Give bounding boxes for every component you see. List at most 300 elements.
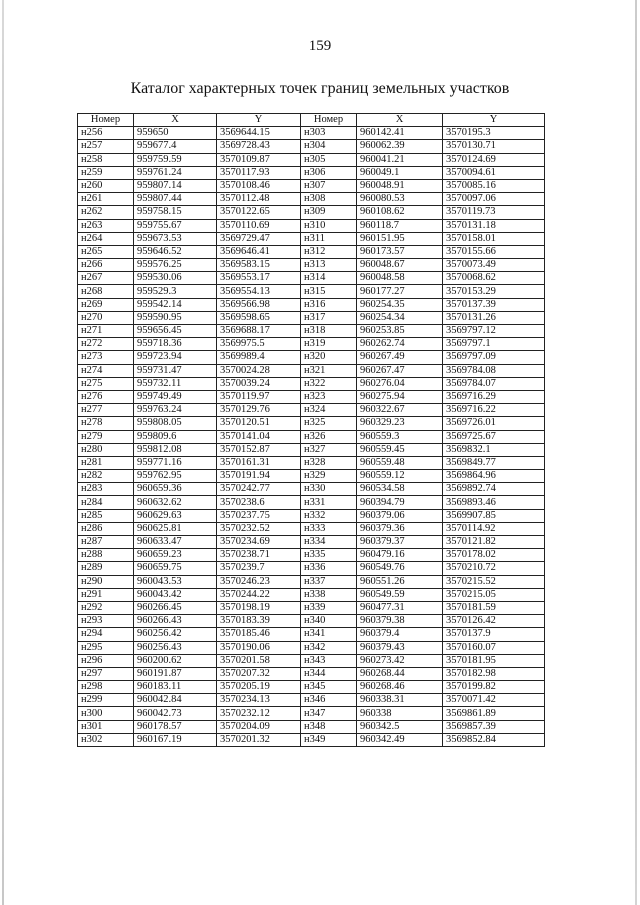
table-row <box>78 417 545 430</box>
y-coordinate-cell: 3569797.09 <box>443 351 545 364</box>
y-coordinate-cell: 3569553.17 <box>217 272 301 285</box>
y-coordinate-cell: 3570199.82 <box>443 681 545 694</box>
y-coordinate-cell: 3569907.85 <box>443 509 545 522</box>
point-number-cell: н288 <box>78 549 134 562</box>
x-coordinate-cell: 959576.25 <box>134 259 217 272</box>
point-number-cell: н259 <box>78 166 134 179</box>
y-coordinate-cell: 3569975.5 <box>217 338 301 351</box>
point-number-cell: н277 <box>78 404 134 417</box>
x-coordinate-cell: 960379.43 <box>357 641 443 654</box>
table-row <box>78 483 545 496</box>
x-coordinate-cell: 960559.45 <box>357 443 443 456</box>
point-number-cell: н334 <box>301 536 357 549</box>
table-row <box>78 496 545 509</box>
table-row <box>78 232 545 245</box>
y-coordinate-cell: 3570155.66 <box>443 245 545 258</box>
point-number-cell: н329 <box>301 470 357 483</box>
x-coordinate-cell: 960183.11 <box>134 681 217 694</box>
x-coordinate-cell: 959762.95 <box>134 470 217 483</box>
x-coordinate-cell: 960629.63 <box>134 509 217 522</box>
table-row <box>78 562 545 575</box>
y-coordinate-cell: 3570195.3 <box>443 127 545 140</box>
x-coordinate-cell: 959749.49 <box>134 390 217 403</box>
scan-edge-left <box>2 0 4 905</box>
y-coordinate-cell: 3570185.46 <box>217 628 301 641</box>
table-row <box>78 377 545 390</box>
x-coordinate-cell: 960041.21 <box>357 153 443 166</box>
point-number-cell: н347 <box>301 707 357 720</box>
x-coordinate-cell: 960267.47 <box>357 364 443 377</box>
y-coordinate-cell: 3569861.89 <box>443 707 545 720</box>
y-coordinate-cell: 3570137.9 <box>443 628 545 641</box>
point-number-cell: н260 <box>78 179 134 192</box>
point-number-cell: н343 <box>301 654 357 667</box>
y-coordinate-cell: 3569644.15 <box>217 127 301 140</box>
x-coordinate-cell: 959656.45 <box>134 325 217 338</box>
table-row <box>78 140 545 153</box>
point-number-cell: н344 <box>301 667 357 680</box>
point-number-cell: н257 <box>78 140 134 153</box>
table-row <box>78 733 545 746</box>
x-coordinate-cell: 960551.26 <box>357 575 443 588</box>
y-coordinate-cell: 3570201.58 <box>217 654 301 667</box>
x-coordinate-cell: 960379.06 <box>357 509 443 522</box>
table-row <box>78 298 545 311</box>
y-coordinate-cell: 3569725.67 <box>443 430 545 443</box>
y-coordinate-cell: 3570239.7 <box>217 562 301 575</box>
y-coordinate-cell: 3569583.15 <box>217 259 301 272</box>
x-coordinate-cell: 960062.39 <box>357 140 443 153</box>
x-coordinate-cell: 960262.74 <box>357 338 443 351</box>
table-row <box>78 575 545 588</box>
x-coordinate-cell: 959732.11 <box>134 377 217 390</box>
x-coordinate-cell: 960142.41 <box>357 127 443 140</box>
point-number-cell: н295 <box>78 641 134 654</box>
table-row <box>78 681 545 694</box>
point-number-cell: н287 <box>78 536 134 549</box>
table-row <box>78 272 545 285</box>
x-coordinate-cell: 960080.53 <box>357 193 443 206</box>
point-number-cell: н278 <box>78 417 134 430</box>
y-coordinate-cell: 3570238.71 <box>217 549 301 562</box>
x-coordinate-cell: 960042.73 <box>134 707 217 720</box>
y-coordinate-cell: 3569892.74 <box>443 483 545 496</box>
x-coordinate-cell: 959590.95 <box>134 311 217 324</box>
header-number-left: Номер <box>78 114 134 127</box>
y-coordinate-cell: 3570244.22 <box>217 588 301 601</box>
point-number-cell: н336 <box>301 562 357 575</box>
y-coordinate-cell: 3570153.29 <box>443 285 545 298</box>
y-coordinate-cell: 3569849.77 <box>443 456 545 469</box>
point-number-cell: н324 <box>301 404 357 417</box>
y-coordinate-cell: 3570204.09 <box>217 720 301 733</box>
point-number-cell: н339 <box>301 601 357 614</box>
table-row <box>78 179 545 192</box>
point-number-cell: н290 <box>78 575 134 588</box>
y-coordinate-cell: 3569832.1 <box>443 443 545 456</box>
coordinates-table <box>77 113 545 747</box>
y-coordinate-cell: 3570237.75 <box>217 509 301 522</box>
x-coordinate-cell: 960342.49 <box>357 733 443 746</box>
y-coordinate-cell: 3570141.04 <box>217 430 301 443</box>
point-number-cell: н338 <box>301 588 357 601</box>
x-coordinate-cell: 960178.57 <box>134 720 217 733</box>
table-body <box>78 127 545 747</box>
point-number-cell: н342 <box>301 641 357 654</box>
y-coordinate-cell: 3569729.47 <box>217 232 301 245</box>
point-number-cell: н263 <box>78 219 134 232</box>
x-coordinate-cell: 960379.37 <box>357 536 443 549</box>
table-row <box>78 325 545 338</box>
point-number-cell: н258 <box>78 153 134 166</box>
point-number-cell: н261 <box>78 193 134 206</box>
y-coordinate-cell: 3569688.17 <box>217 325 301 338</box>
y-coordinate-cell: 3570232.12 <box>217 707 301 720</box>
y-coordinate-cell: 3570117.93 <box>217 166 301 179</box>
table-row <box>78 654 545 667</box>
point-number-cell: н283 <box>78 483 134 496</box>
y-coordinate-cell: 3569554.13 <box>217 285 301 298</box>
point-number-cell: н311 <box>301 232 357 245</box>
y-coordinate-cell: 3569716.22 <box>443 404 545 417</box>
y-coordinate-cell: 3569566.98 <box>217 298 301 311</box>
point-number-cell: н292 <box>78 601 134 614</box>
y-coordinate-cell: 3570130.71 <box>443 140 545 153</box>
y-coordinate-cell: 3569716.29 <box>443 390 545 403</box>
point-number-cell: н325 <box>301 417 357 430</box>
page-number: 159 <box>308 38 332 54</box>
x-coordinate-cell: 959646.52 <box>134 245 217 258</box>
x-coordinate-cell: 959731.47 <box>134 364 217 377</box>
y-coordinate-cell: 3570112.48 <box>217 193 301 206</box>
x-coordinate-cell: 959758.15 <box>134 206 217 219</box>
y-coordinate-cell: 3570234.69 <box>217 536 301 549</box>
y-coordinate-cell: 3570215.05 <box>443 588 545 601</box>
table-row <box>78 615 545 628</box>
y-coordinate-cell: 3569726.01 <box>443 417 545 430</box>
x-coordinate-cell: 960048.67 <box>357 259 443 272</box>
scan-edge-right <box>635 0 637 905</box>
x-coordinate-cell: 960632.62 <box>134 496 217 509</box>
x-coordinate-cell: 960338 <box>357 707 443 720</box>
point-number-cell: н321 <box>301 364 357 377</box>
table-row <box>78 153 545 166</box>
point-number-cell: н300 <box>78 707 134 720</box>
y-coordinate-cell: 3570181.95 <box>443 654 545 667</box>
x-coordinate-cell: 960253.85 <box>357 325 443 338</box>
point-number-cell: н291 <box>78 588 134 601</box>
table-row <box>78 628 545 641</box>
x-coordinate-cell: 960559.3 <box>357 430 443 443</box>
x-coordinate-cell: 960559.48 <box>357 456 443 469</box>
header-y-right: Y <box>443 114 545 127</box>
x-coordinate-cell: 960275.94 <box>357 390 443 403</box>
table-row <box>78 245 545 258</box>
y-coordinate-cell: 3569864.96 <box>443 470 545 483</box>
point-number-cell: н328 <box>301 456 357 469</box>
point-number-cell: н335 <box>301 549 357 562</box>
y-coordinate-cell: 3570085.16 <box>443 179 545 192</box>
header-x-left: X <box>134 114 217 127</box>
table-row <box>78 588 545 601</box>
point-number-cell: н316 <box>301 298 357 311</box>
x-coordinate-cell: 960268.44 <box>357 667 443 680</box>
x-coordinate-cell: 959763.24 <box>134 404 217 417</box>
y-coordinate-cell: 3570160.07 <box>443 641 545 654</box>
x-coordinate-cell: 960549.59 <box>357 588 443 601</box>
x-coordinate-cell: 960256.42 <box>134 628 217 641</box>
y-coordinate-cell: 3570110.69 <box>217 219 301 232</box>
y-coordinate-cell: 3570201.32 <box>217 733 301 746</box>
y-coordinate-cell: 3570126.42 <box>443 615 545 628</box>
point-number-cell: н294 <box>78 628 134 641</box>
header-y-left: Y <box>217 114 301 127</box>
x-coordinate-cell: 960043.53 <box>134 575 217 588</box>
x-coordinate-cell: 960342.5 <box>357 720 443 733</box>
y-coordinate-cell: 3569598.65 <box>217 311 301 324</box>
table-row <box>78 509 545 522</box>
y-coordinate-cell: 3570238.6 <box>217 496 301 509</box>
y-coordinate-cell: 3570234.13 <box>217 694 301 707</box>
point-number-cell: н306 <box>301 166 357 179</box>
point-number-cell: н285 <box>78 509 134 522</box>
x-coordinate-cell: 959718.36 <box>134 338 217 351</box>
point-number-cell: н309 <box>301 206 357 219</box>
point-number-cell: н272 <box>78 338 134 351</box>
x-coordinate-cell: 959807.14 <box>134 179 217 192</box>
y-coordinate-cell: 3570215.52 <box>443 575 545 588</box>
x-coordinate-cell: 960477.31 <box>357 601 443 614</box>
point-number-cell: н313 <box>301 259 357 272</box>
y-coordinate-cell: 3569852.84 <box>443 733 545 746</box>
y-coordinate-cell: 3570181.59 <box>443 601 545 614</box>
table-row <box>78 549 545 562</box>
x-coordinate-cell: 960266.45 <box>134 601 217 614</box>
point-number-cell: н270 <box>78 311 134 324</box>
point-number-cell: н276 <box>78 390 134 403</box>
y-coordinate-cell: 3570039.24 <box>217 377 301 390</box>
x-coordinate-cell: 960043.42 <box>134 588 217 601</box>
x-coordinate-cell: 960659.75 <box>134 562 217 575</box>
table-row <box>78 522 545 535</box>
point-number-cell: н268 <box>78 285 134 298</box>
point-number-cell: н319 <box>301 338 357 351</box>
point-number-cell: н273 <box>78 351 134 364</box>
point-number-cell: н337 <box>301 575 357 588</box>
table-row <box>78 351 545 364</box>
point-number-cell: н312 <box>301 245 357 258</box>
y-coordinate-cell: 3569797.1 <box>443 338 545 351</box>
point-number-cell: н267 <box>78 272 134 285</box>
table-row <box>78 720 545 733</box>
table-row <box>78 285 545 298</box>
y-coordinate-cell: 3569989.4 <box>217 351 301 364</box>
point-number-cell: н282 <box>78 470 134 483</box>
point-number-cell: н332 <box>301 509 357 522</box>
point-number-cell: н305 <box>301 153 357 166</box>
x-coordinate-cell: 959755.67 <box>134 219 217 232</box>
point-number-cell: н302 <box>78 733 134 746</box>
x-coordinate-cell: 960200.62 <box>134 654 217 667</box>
point-number-cell: н323 <box>301 390 357 403</box>
y-coordinate-cell: 3569784.07 <box>443 377 545 390</box>
y-coordinate-cell: 3570205.19 <box>217 681 301 694</box>
x-coordinate-cell: 960659.23 <box>134 549 217 562</box>
x-coordinate-cell: 960379.4 <box>357 628 443 641</box>
point-number-cell: н308 <box>301 193 357 206</box>
x-coordinate-cell: 960329.23 <box>357 417 443 430</box>
point-number-cell: н346 <box>301 694 357 707</box>
point-number-cell: н340 <box>301 615 357 628</box>
x-coordinate-cell: 960559.12 <box>357 470 443 483</box>
x-coordinate-cell: 960254.35 <box>357 298 443 311</box>
y-coordinate-cell: 3570152.87 <box>217 443 301 456</box>
point-number-cell: н348 <box>301 720 357 733</box>
y-coordinate-cell: 3570210.72 <box>443 562 545 575</box>
point-number-cell: н299 <box>78 694 134 707</box>
y-coordinate-cell: 3570073.49 <box>443 259 545 272</box>
table-row <box>78 259 545 272</box>
point-number-cell: н281 <box>78 456 134 469</box>
x-coordinate-cell: 960151.95 <box>357 232 443 245</box>
point-number-cell: н317 <box>301 311 357 324</box>
point-number-cell: н266 <box>78 259 134 272</box>
y-coordinate-cell: 3570114.92 <box>443 522 545 535</box>
x-coordinate-cell: 960268.46 <box>357 681 443 694</box>
x-coordinate-cell: 960322.67 <box>357 404 443 417</box>
y-coordinate-cell: 3569784.08 <box>443 364 545 377</box>
y-coordinate-cell: 3570131.18 <box>443 219 545 232</box>
x-coordinate-cell: 960173.57 <box>357 245 443 258</box>
table-row <box>78 707 545 720</box>
x-coordinate-cell: 960108.62 <box>357 206 443 219</box>
x-coordinate-cell: 959673.53 <box>134 232 217 245</box>
x-coordinate-cell: 960338.31 <box>357 694 443 707</box>
table-row <box>78 443 545 456</box>
x-coordinate-cell: 960379.36 <box>357 522 443 535</box>
y-coordinate-cell: 3570178.02 <box>443 549 545 562</box>
y-coordinate-cell: 3570121.82 <box>443 536 545 549</box>
y-coordinate-cell: 3570097.06 <box>443 193 545 206</box>
x-coordinate-cell: 960254.34 <box>357 311 443 324</box>
x-coordinate-cell: 960048.58 <box>357 272 443 285</box>
page-title: Каталог характерных точек границ земельных участков <box>130 80 510 97</box>
x-coordinate-cell: 960276.04 <box>357 377 443 390</box>
header-number-right: Номер <box>301 114 357 127</box>
x-coordinate-cell: 960633.47 <box>134 536 217 549</box>
y-coordinate-cell: 3570207.32 <box>217 667 301 680</box>
table-row <box>78 430 545 443</box>
y-coordinate-cell: 3570161.31 <box>217 456 301 469</box>
point-number-cell: н322 <box>301 377 357 390</box>
table-header-row <box>78 114 545 127</box>
x-coordinate-cell: 960625.81 <box>134 522 217 535</box>
y-coordinate-cell: 3569646.41 <box>217 245 301 258</box>
header-x-right: X <box>357 114 443 127</box>
table-row <box>78 404 545 417</box>
y-coordinate-cell: 3570137.39 <box>443 298 545 311</box>
table-row <box>78 601 545 614</box>
table-row <box>78 311 545 324</box>
x-coordinate-cell: 960659.36 <box>134 483 217 496</box>
point-number-cell: н279 <box>78 430 134 443</box>
y-coordinate-cell: 3570191.94 <box>217 470 301 483</box>
y-coordinate-cell: 3569797.12 <box>443 325 545 338</box>
x-coordinate-cell: 959542.14 <box>134 298 217 311</box>
table-row <box>78 193 545 206</box>
y-coordinate-cell: 3570094.61 <box>443 166 545 179</box>
point-number-cell: н304 <box>301 140 357 153</box>
point-number-cell: н327 <box>301 443 357 456</box>
x-coordinate-cell: 960177.27 <box>357 285 443 298</box>
y-coordinate-cell: 3570122.65 <box>217 206 301 219</box>
point-number-cell: н303 <box>301 127 357 140</box>
point-number-cell: н293 <box>78 615 134 628</box>
x-coordinate-cell: 960266.43 <box>134 615 217 628</box>
x-coordinate-cell: 960191.87 <box>134 667 217 680</box>
point-number-cell: н264 <box>78 232 134 245</box>
x-coordinate-cell: 960549.76 <box>357 562 443 575</box>
point-number-cell: н296 <box>78 654 134 667</box>
point-number-cell: н341 <box>301 628 357 641</box>
x-coordinate-cell: 960048.91 <box>357 179 443 192</box>
point-number-cell: н256 <box>78 127 134 140</box>
point-number-cell: н345 <box>301 681 357 694</box>
point-number-cell: н307 <box>301 179 357 192</box>
table-row <box>78 694 545 707</box>
y-coordinate-cell: 3570024.28 <box>217 364 301 377</box>
x-coordinate-cell: 960042.84 <box>134 694 217 707</box>
y-coordinate-cell: 3570119.97 <box>217 390 301 403</box>
point-number-cell: н314 <box>301 272 357 285</box>
point-number-cell: н271 <box>78 325 134 338</box>
table-row <box>78 641 545 654</box>
point-number-cell: н318 <box>301 325 357 338</box>
point-number-cell: н265 <box>78 245 134 258</box>
point-number-cell: н269 <box>78 298 134 311</box>
x-coordinate-cell: 959723.94 <box>134 351 217 364</box>
y-coordinate-cell: 3570068.62 <box>443 272 545 285</box>
table-row <box>78 364 545 377</box>
x-coordinate-cell: 960267.49 <box>357 351 443 364</box>
table-row <box>78 470 545 483</box>
point-number-cell: н286 <box>78 522 134 535</box>
x-coordinate-cell: 960256.43 <box>134 641 217 654</box>
y-coordinate-cell: 3570109.87 <box>217 153 301 166</box>
y-coordinate-cell: 3570183.39 <box>217 615 301 628</box>
table-row <box>78 667 545 680</box>
table-row <box>78 338 545 351</box>
y-coordinate-cell: 3570119.73 <box>443 206 545 219</box>
x-coordinate-cell: 960534.58 <box>357 483 443 496</box>
y-coordinate-cell: 3570246.23 <box>217 575 301 588</box>
point-number-cell: н298 <box>78 681 134 694</box>
point-number-cell: н275 <box>78 377 134 390</box>
y-coordinate-cell: 3569857.39 <box>443 720 545 733</box>
point-number-cell: н262 <box>78 206 134 219</box>
x-coordinate-cell: 959808.05 <box>134 417 217 430</box>
x-coordinate-cell: 959529.3 <box>134 285 217 298</box>
point-number-cell: н289 <box>78 562 134 575</box>
x-coordinate-cell: 960118.7 <box>357 219 443 232</box>
y-coordinate-cell: 3570108.46 <box>217 179 301 192</box>
table-row <box>78 390 545 403</box>
table-row <box>78 219 545 232</box>
point-number-cell: н326 <box>301 430 357 443</box>
table-row <box>78 456 545 469</box>
y-coordinate-cell: 3569728.43 <box>217 140 301 153</box>
y-coordinate-cell: 3570198.19 <box>217 601 301 614</box>
